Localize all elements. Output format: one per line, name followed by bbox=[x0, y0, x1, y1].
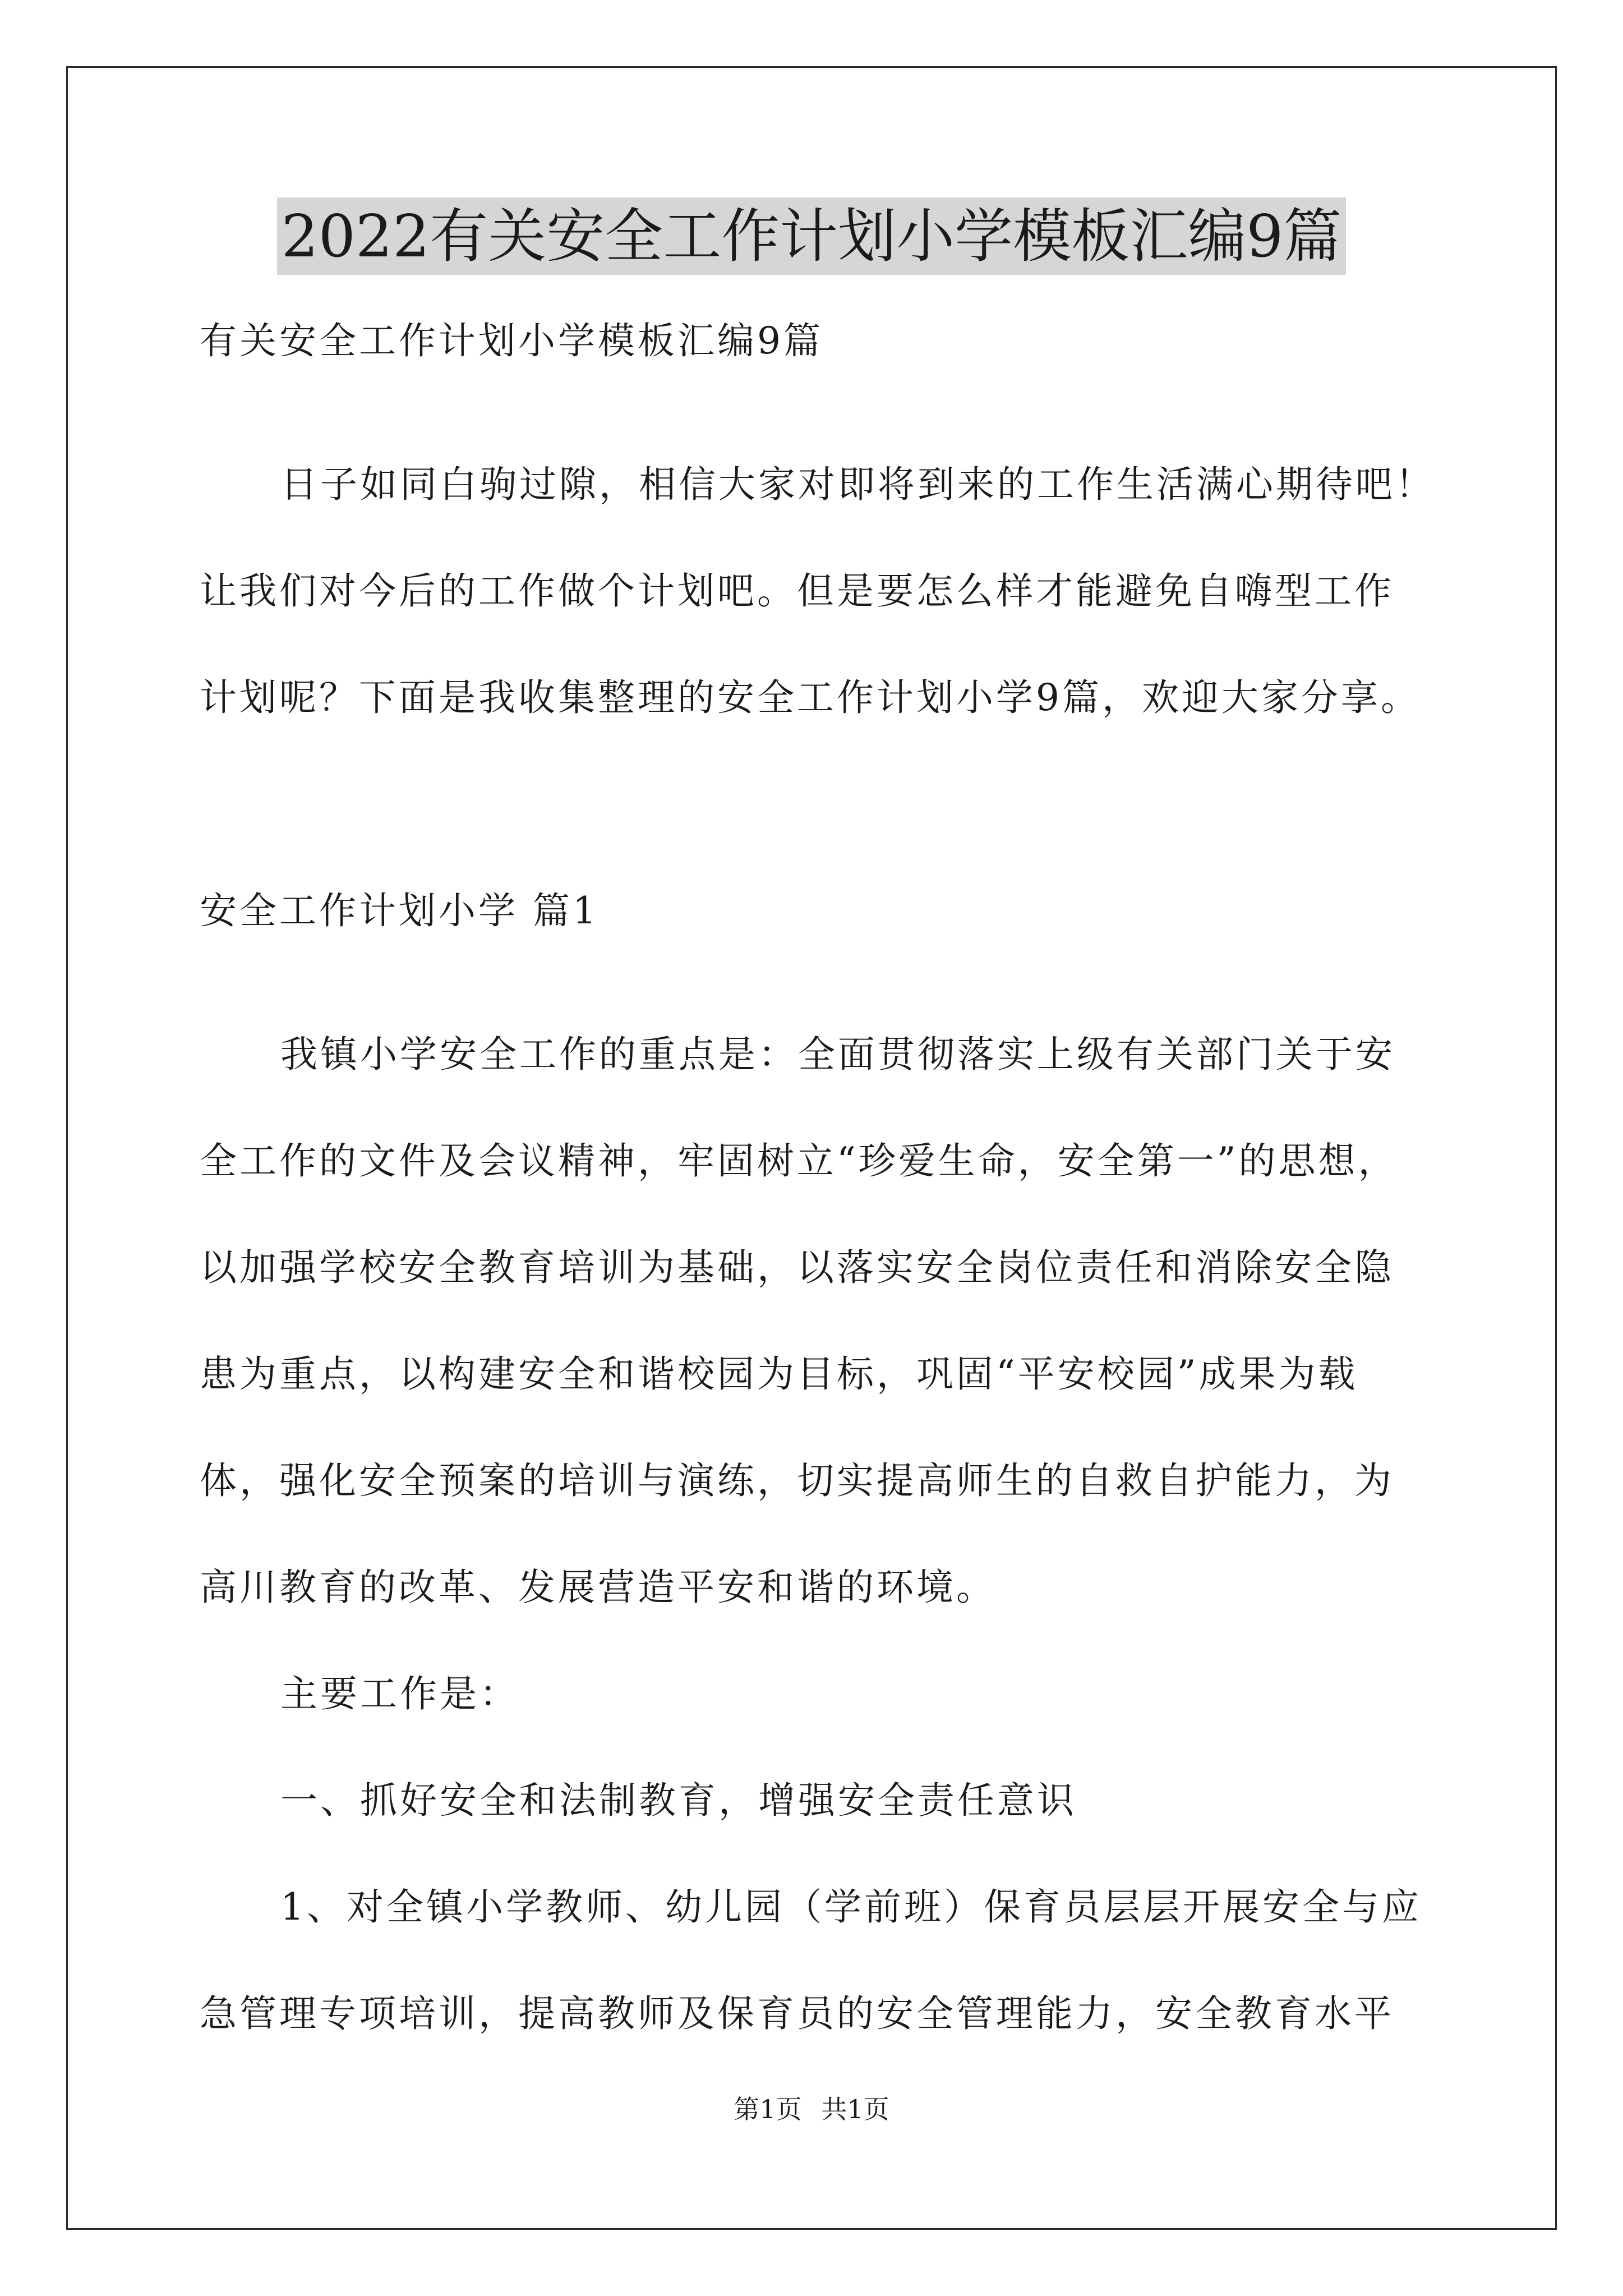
paragraph-line: 让我们对今后的工作做个计划吧。但是要怎么样才能避免自嗨型工作 bbox=[200, 569, 1394, 613]
page-footer bbox=[0, 2092, 1623, 2126]
paragraph-line: 全工作的文件及会议精神，牢固树立“珍爱生命，安全第一”的思想， bbox=[200, 1139, 1398, 1182]
paragraph-line: 我镇小学安全工作的重点是：全面贯彻落实上级有关部门关于安 bbox=[280, 1033, 1395, 1076]
paragraph-line: 体，强化安全预案的培训与演练，切实提高师生的自救自护能力，为 bbox=[200, 1459, 1394, 1502]
paragraph-line: 患为重点，以构建安全和谐校园为目标，巩固“平安校园”成果为载 bbox=[200, 1352, 1358, 1396]
paragraph-line: 1、对全镇小学教师、幼儿园（学前班）保育员层层开展安全与应 bbox=[280, 1885, 1422, 1929]
document-title: 2022有关安全工作计划小学模板汇编9篇 bbox=[277, 197, 1347, 275]
paragraph-line: 计划呢？下面是我收集整理的安全工作计划小学9篇，欢迎大家分享。 bbox=[200, 676, 1421, 719]
paragraph-line: 高川教育的改革、发展营造平安和谐的环境。 bbox=[200, 1566, 996, 1609]
subtitle-line: 有关安全工作计划小学模板汇编9篇 bbox=[200, 319, 823, 362]
paragraph-line: 日子如同白驹过隙，相信大家对即将到来的工作生活满心期待吧！ bbox=[280, 463, 1435, 506]
section-heading: 安全工作计划小学 篇1 bbox=[200, 889, 599, 932]
page-total: 共1页 bbox=[821, 2094, 889, 2124]
title-container bbox=[0, 197, 1623, 275]
paragraph-line: 一、抓好安全和法制教育，增强安全责任意识 bbox=[280, 1779, 1077, 1822]
page-number: 第1页 bbox=[734, 2094, 802, 2124]
paragraph-line: 主要工作是： bbox=[280, 1672, 519, 1715]
paragraph-line: 以加强学校安全教育培训为基础，以落实安全岗位责任和消除安全隐 bbox=[200, 1246, 1394, 1289]
paragraph-line: 急管理专项培训，提高教师及保育员的安全管理能力，安全教育水平 bbox=[200, 1992, 1394, 2035]
